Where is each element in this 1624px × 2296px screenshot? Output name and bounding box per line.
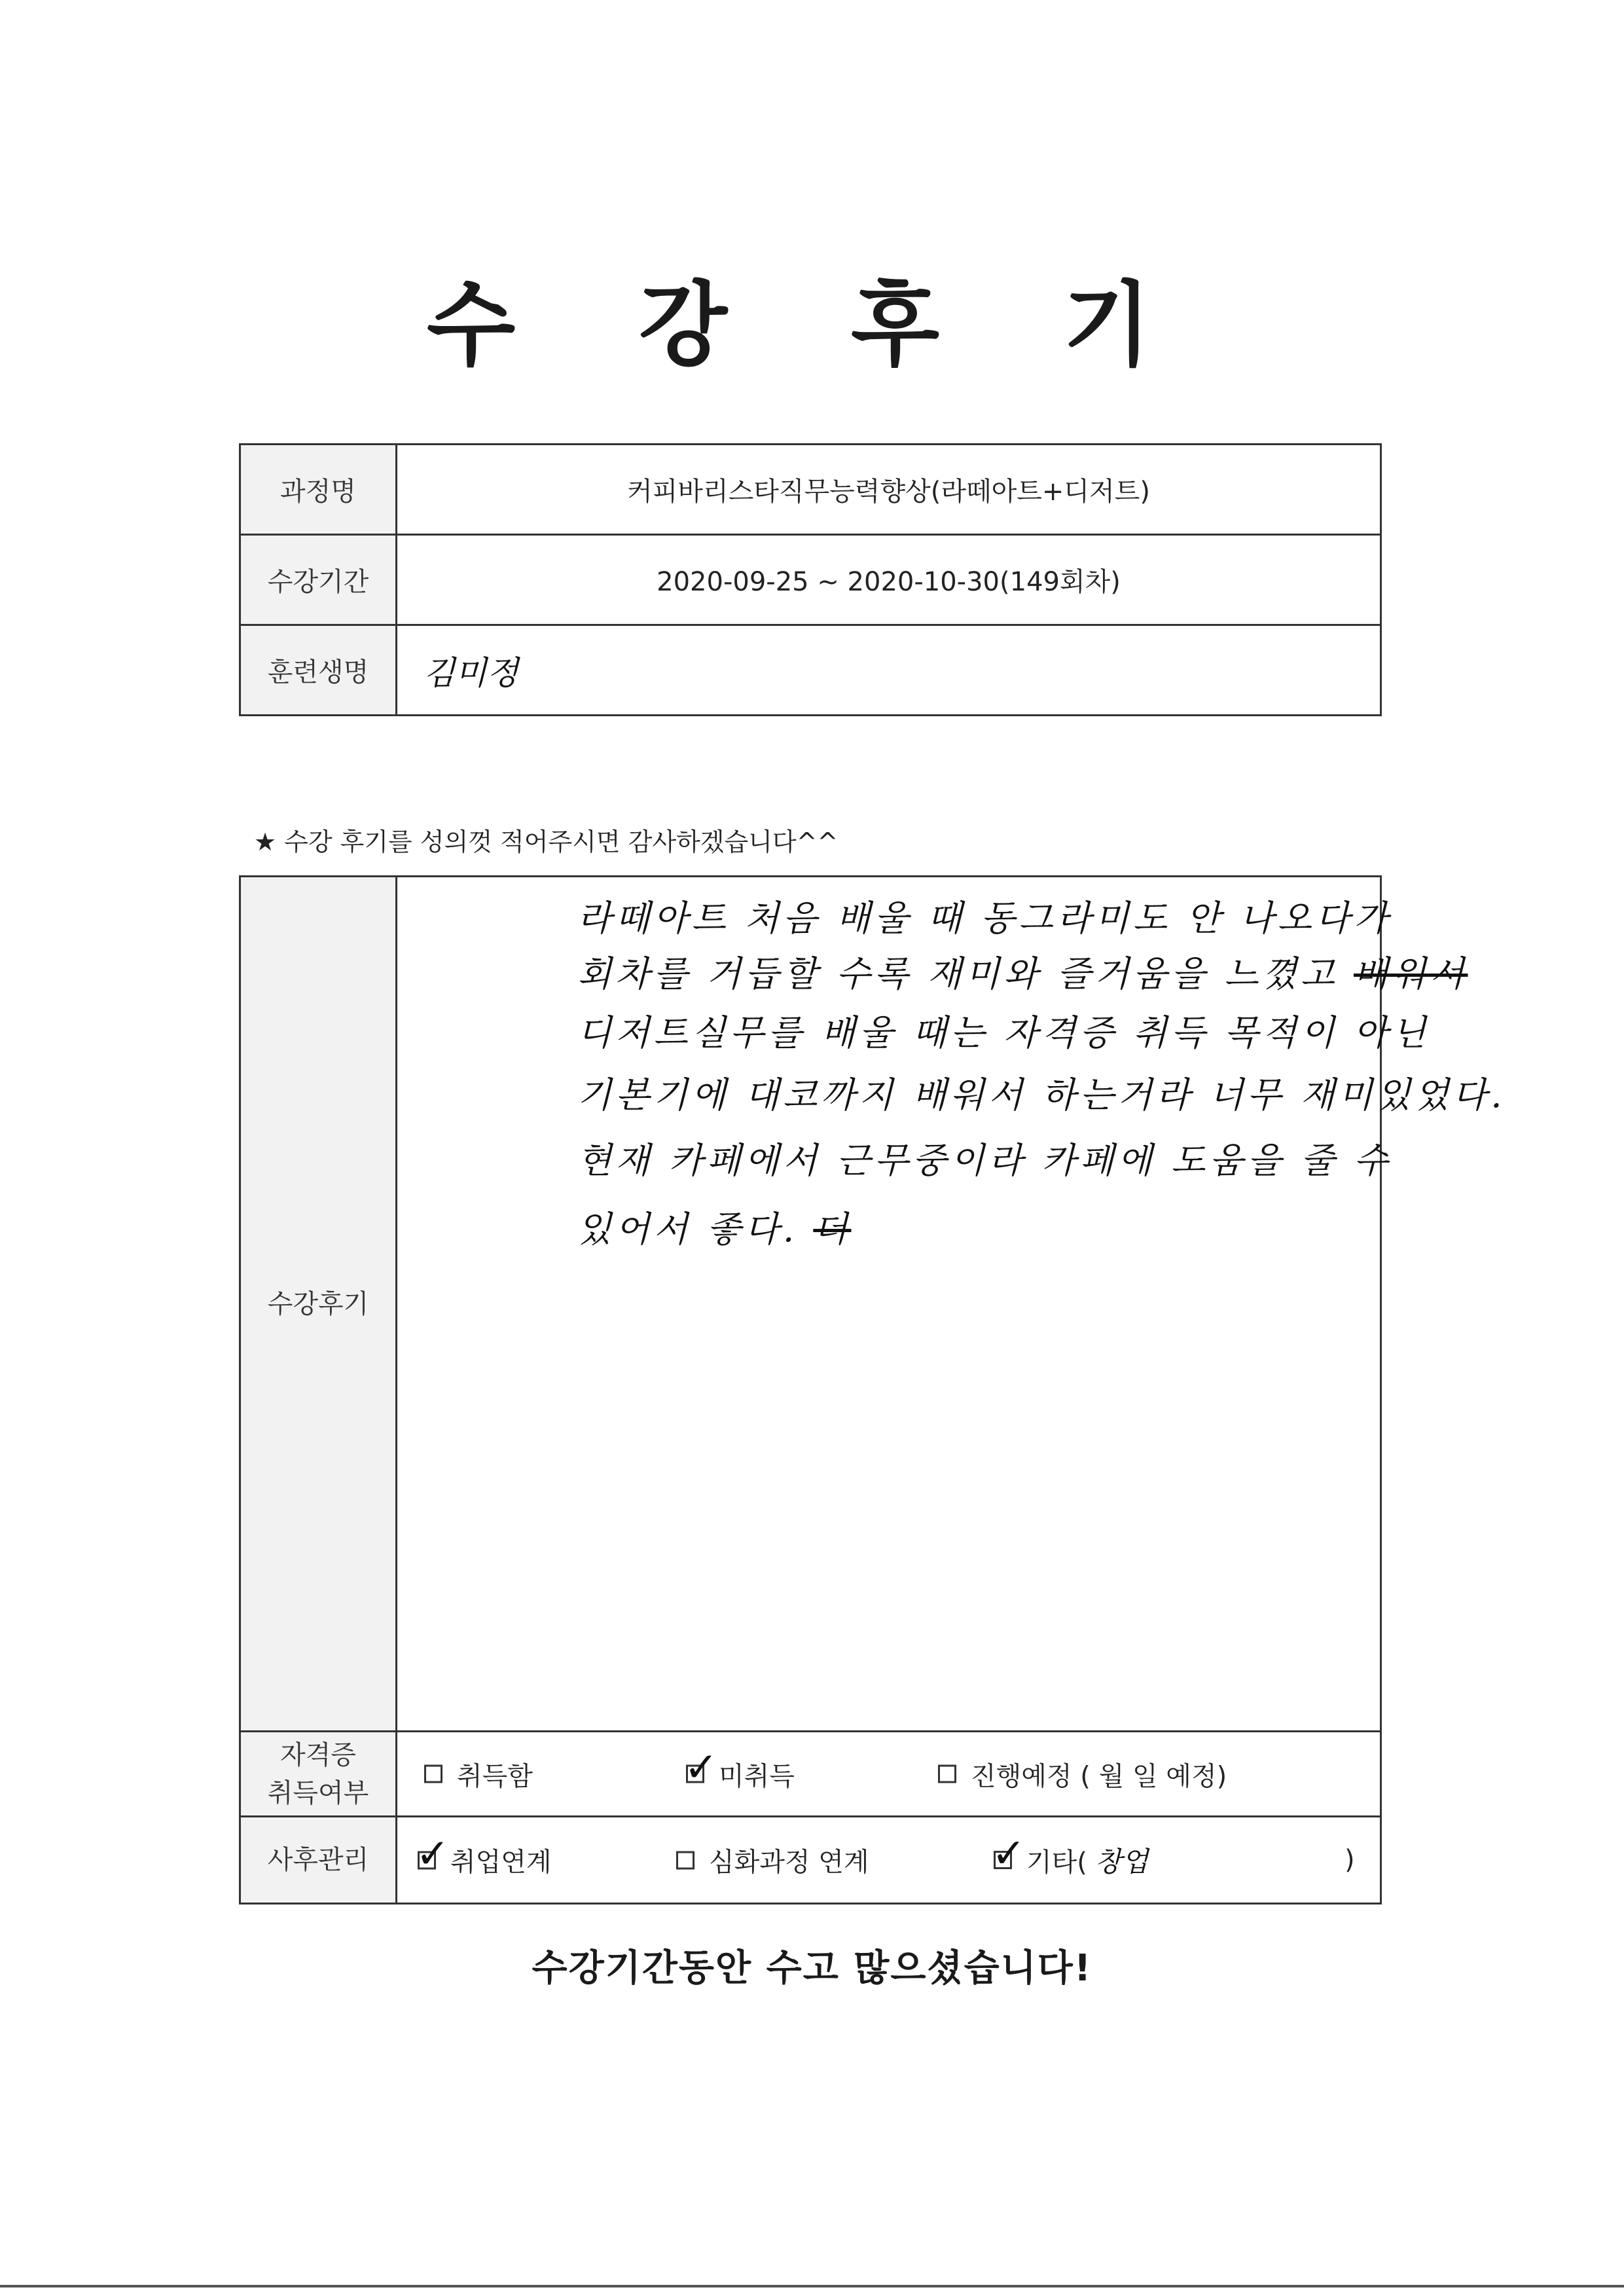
certificate-label-line2: 취득여부 [267, 1777, 369, 1808]
certificate-options [397, 1732, 1381, 1817]
followup-option-employment[interactable] [416, 1829, 552, 1879]
review-label: 수강후기 [240, 877, 397, 1732]
course-info-table [239, 443, 1382, 716]
review-line-2-strikeout: 배워서 [1353, 953, 1468, 994]
course-value: 커피바리스타직무능력향상(라떼아트+디저트) [397, 445, 1381, 535]
followup-other-close: ) [1344, 1845, 1355, 1875]
cert-option-in-progress[interactable] [938, 1755, 1227, 1793]
period-label: 수강기간 [240, 535, 397, 625]
followup-option-other-label: 기타( [1026, 1847, 1087, 1878]
review-line-2 [577, 946, 1468, 996]
course-row [240, 445, 1381, 535]
period-value: 2020-09-25 ~ 2020-10-30(149회차) [397, 535, 1381, 625]
closing-message: 수강기간동안 수고 많으셨습니다! [532, 1947, 1092, 1990]
checkbox-not-obtained[interactable] [684, 1743, 718, 1791]
checkmark-icon: ✓ [684, 1743, 718, 1791]
review-line-6-strikeout: 더 [813, 1209, 852, 1250]
review-line-3: 디저트실무를 배울 때는 자격증 취득 목적이 아닌 [577, 1012, 1430, 1053]
followup-options [397, 1817, 1381, 1904]
checkbox-obtained[interactable] [424, 1765, 442, 1783]
trainee-row [240, 625, 1381, 716]
cert-option-in-progress-label: 진행예정 ( 월 일 예정) [971, 1761, 1227, 1791]
followup-row [240, 1817, 1381, 1904]
notice-text: ★ 수강 후기를 성의껏 적어주시면 감사하겠습니다^^ [254, 828, 839, 856]
cert-option-obtained[interactable] [424, 1755, 533, 1793]
cert-option-not-obtained[interactable] [684, 1743, 795, 1793]
review-line-6 [577, 1201, 852, 1252]
followup-option-advanced[interactable] [676, 1842, 869, 1879]
review-line-4: 기본기에 대코까지 배워서 하는거라 너무 재미있었다. [577, 1074, 1506, 1116]
followup-label: 사후관리 [240, 1817, 397, 1904]
checkmark-icon: ✓ [992, 1829, 1026, 1877]
trainee-field[interactable] [397, 625, 1381, 716]
checkbox-other[interactable] [992, 1829, 1026, 1877]
trainee-label: 훈련생명 [240, 625, 397, 716]
review-line-6-text: 있어서 좋다. [577, 1209, 799, 1250]
checkbox-in-progress[interactable] [938, 1765, 956, 1783]
checkbox-employment[interactable] [416, 1829, 450, 1877]
review-line-5: 현재 카페에서 근무중이라 카페에 도움을 줄 수 [577, 1140, 1392, 1181]
followup-option-other[interactable] [992, 1829, 1355, 1880]
review-row [240, 877, 1381, 1732]
page-title: 수 강 후 기 [426, 272, 1198, 379]
cert-option-obtained-label: 취득함 [457, 1761, 533, 1791]
page-bottom-rule [0, 2285, 1624, 2287]
certificate-label-line1: 자격증 [280, 1740, 356, 1770]
checkmark-icon: ✓ [416, 1829, 450, 1877]
followup-option-employment-label: 취업연계 [450, 1847, 552, 1878]
certificate-label [240, 1732, 397, 1817]
followup-other-handwritten: 창업 [1094, 1846, 1149, 1878]
followup-option-advanced-label: 심화과정 연계 [709, 1847, 869, 1878]
review-text-area[interactable] [397, 877, 1506, 1732]
course-label: 과정명 [240, 445, 397, 535]
trainee-name-handwritten: 김미정 [424, 653, 518, 692]
cert-option-not-obtained-label: 미취득 [719, 1761, 795, 1791]
period-row [240, 535, 1381, 625]
review-line-2-text: 회차를 거듭할 수록 재미와 즐거움을 느꼈고 [577, 953, 1339, 994]
checkbox-advanced[interactable] [676, 1851, 695, 1869]
review-table [239, 875, 1506, 1904]
certificate-row [240, 1732, 1381, 1817]
review-line-1: 라떼아트 처음 배울 때 동그라미도 안 나오다가 [577, 898, 1392, 939]
